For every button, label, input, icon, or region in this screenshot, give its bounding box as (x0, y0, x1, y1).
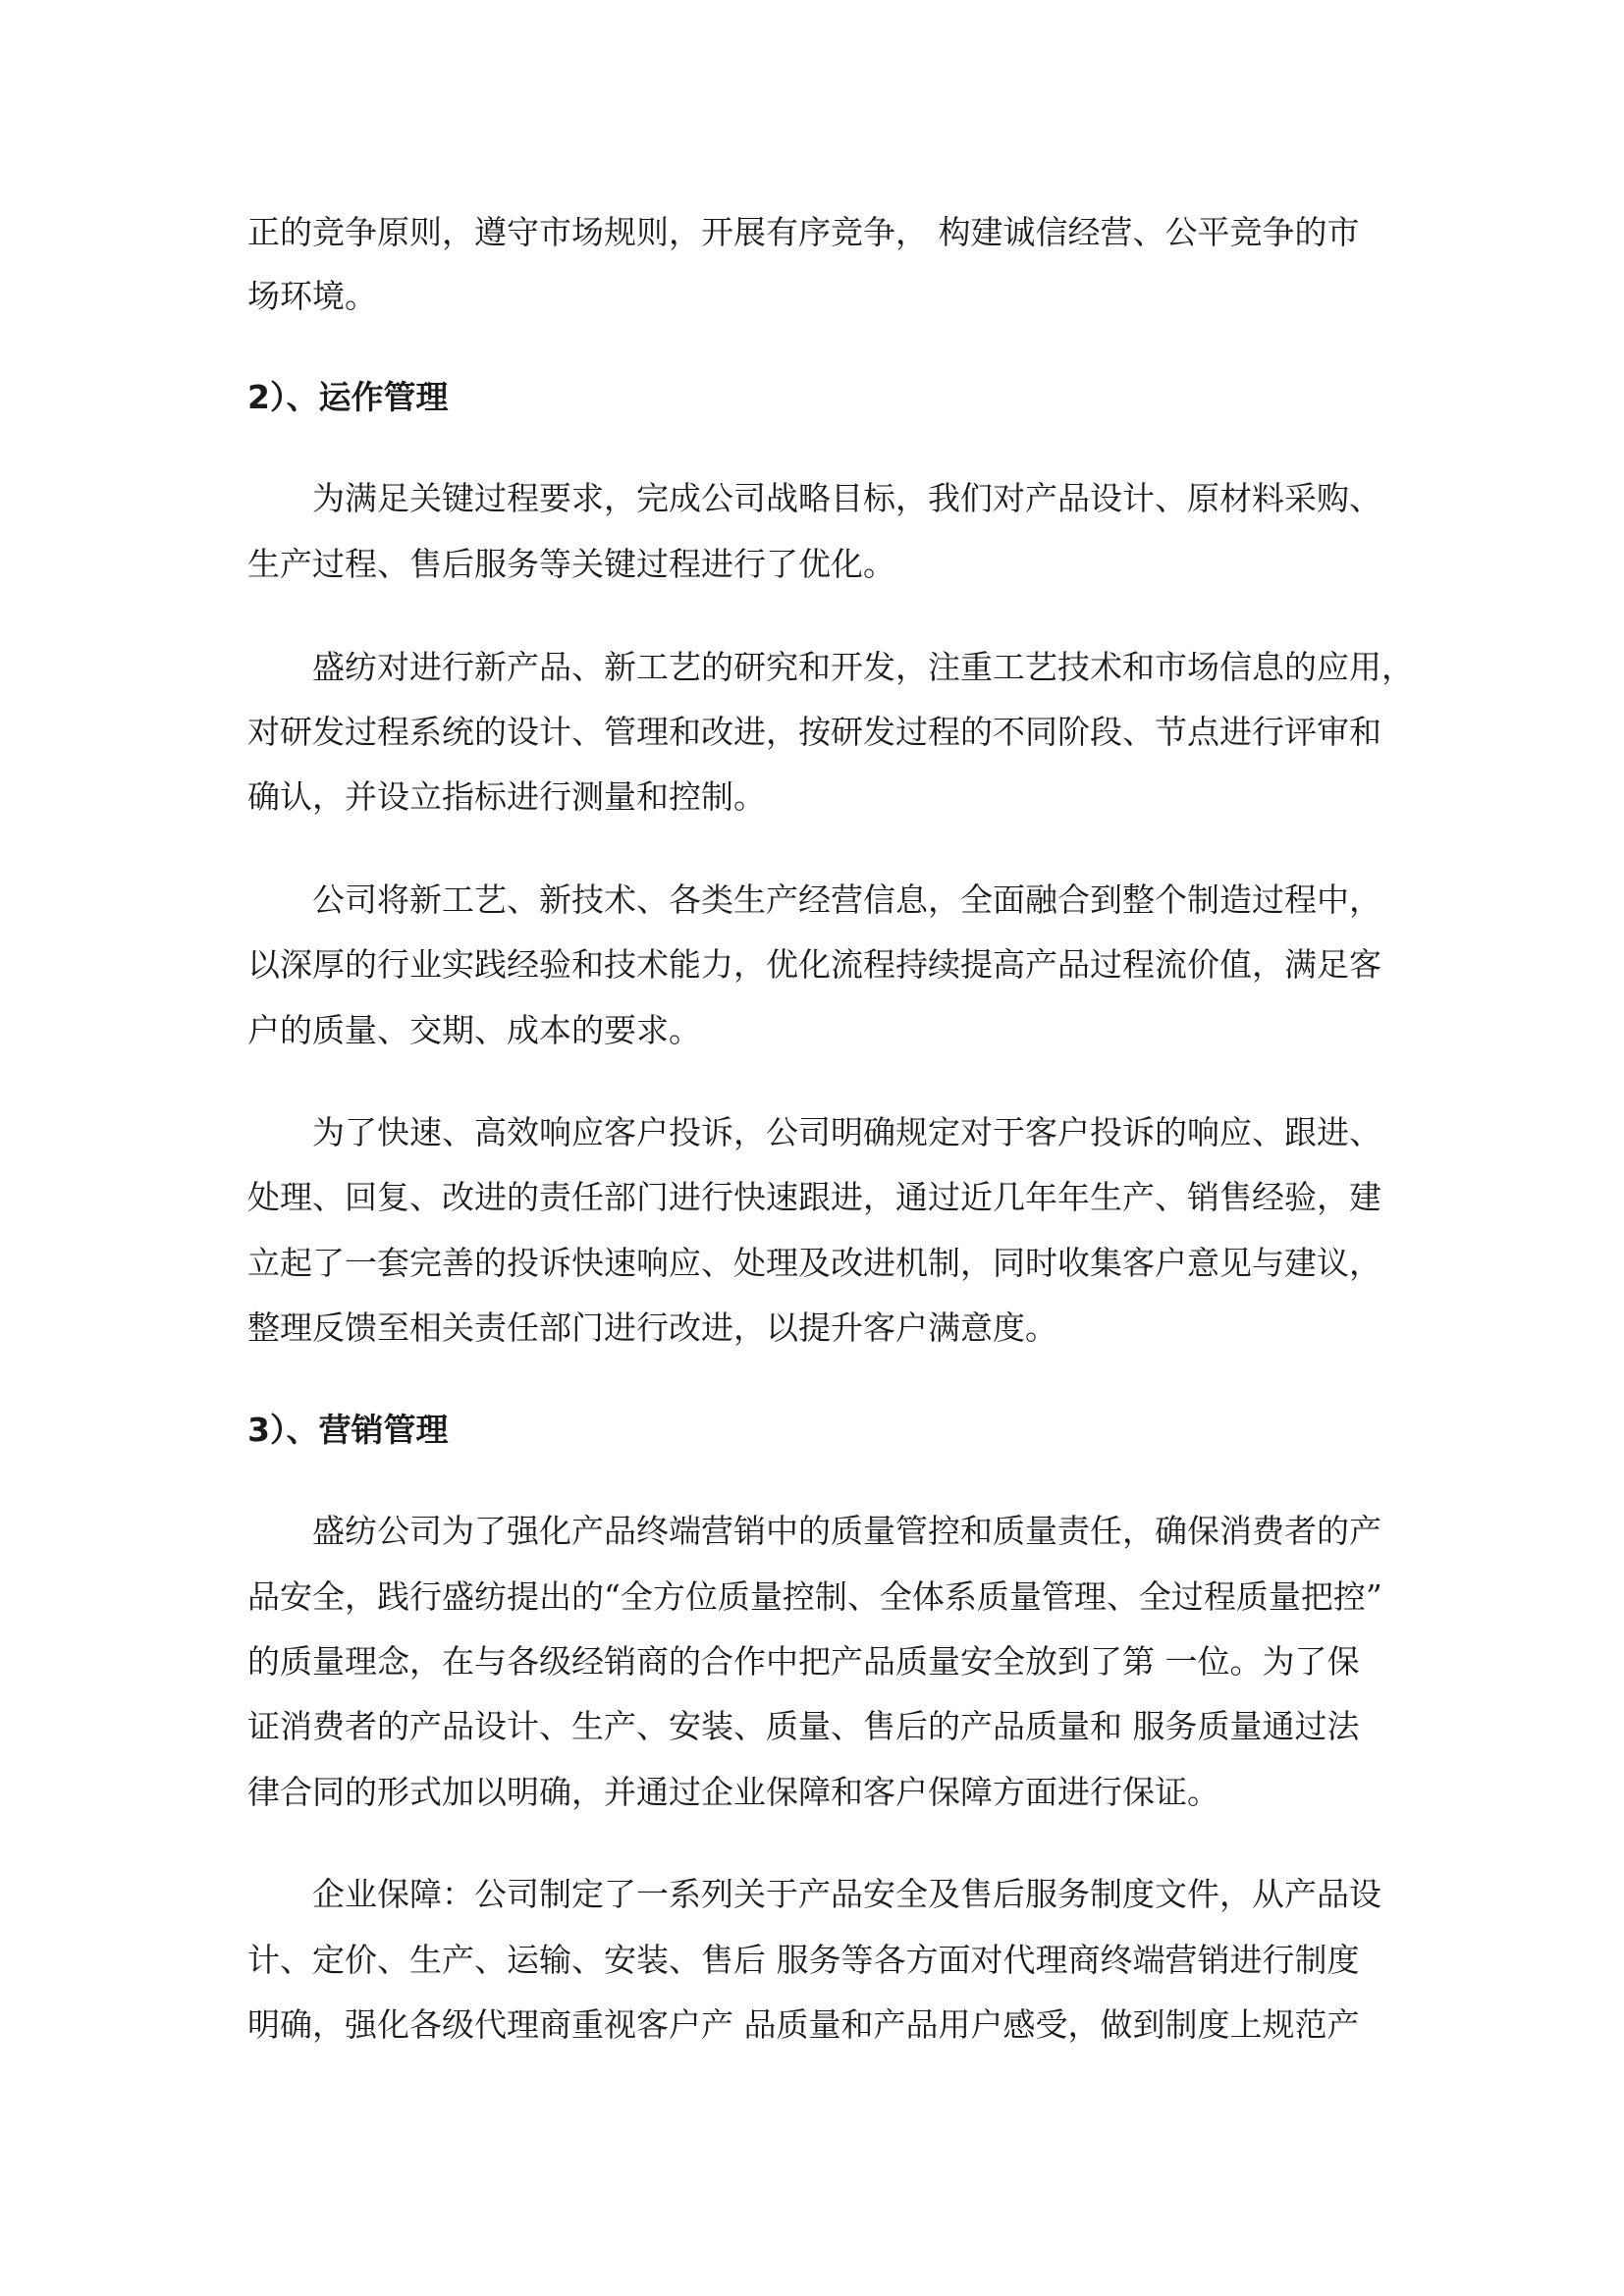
paragraph-line: 计、定价、生产、运输、安装、售后 服务等各方面对代理商终端营销进行制度 (247, 1941, 1360, 1979)
paragraph-line: 户的质量、交期、成本的要求。 (247, 1011, 701, 1049)
paragraph-line: 立起了一套完善的投诉快速响应、处理及改进机制，同时收集客户意见与建议， (247, 1244, 1381, 1282)
paragraph-line: 为了快速、高效响应客户投诉，公司明确规定对于客户投诉的响应、跟进、 (247, 1113, 1381, 1151)
paragraph-line: 证消费者的产品设计、生产、安装、质量、售后的产品质量和 服务质量通过法 (247, 1707, 1360, 1745)
section-heading-operations: 2）、运作管理 (247, 378, 449, 416)
paragraph-line: 确认，并设立指标进行测量和控制。 (247, 777, 766, 816)
paragraph-line: 律合同的形式加以明确，并通过企业保障和客户保障方面进行保证。 (247, 1773, 1219, 1811)
paragraph-line: 场环境。 (247, 277, 377, 315)
paragraph-line: 企业保障：公司制定了一系列关于产品安全及售后服务制度文件，从产品设 (247, 1875, 1381, 1913)
paragraph-line: 为满足关键过程要求，完成公司战略目标，我们对产品设计、原材料采购、 (247, 479, 1381, 517)
paragraph-line: 以深厚的行业实践经验和技术能力，优化流程持续提高产品过程流价值，满足客 (247, 945, 1381, 984)
paragraph-line: 明确，强化各级代理商重视客户产 品质量和产品用户感受，做到制度上规范产 (247, 2005, 1360, 2044)
paragraph-line: 品安全，践行盛纺提出的“全方位质量控制、全体系质量管理、全过程质量把控” (247, 1577, 1382, 1616)
paragraph-line: 的质量理念，在与各级经销商的合作中把产品质量安全放到了第 一位。为了保 (247, 1642, 1360, 1681)
section-heading-marketing: 3）、营销管理 (247, 1411, 449, 1449)
paragraph-line: 正的竞争原则，遵守市场规则，开展有序竞争， 构建诚信经营、公平竞争的市 (247, 213, 1360, 251)
paragraph-line: 盛纺对进行新产品、新工艺的研究和开发，注重工艺技术和市场信息的应用， (247, 648, 1414, 686)
paragraph-line: 对研发过程系统的设计、管理和改进，按研发过程的不同阶段、节点进行评审和 (247, 713, 1381, 751)
paragraph-line: 处理、回复、改进的责任部门进行快速跟进，通过近几年年生产、销售经验，建 (247, 1178, 1381, 1216)
paragraph-line: 公司将新工艺、新技术、各类生产经营信息，全面融合到整个制造过程中， (247, 881, 1381, 919)
paragraph-line: 生产过程、售后服务等关键过程进行了优化。 (247, 545, 895, 583)
paragraph-line: 盛纺公司为了强化产品终端营销中的质量管控和质量责任，确保消费者的产 (247, 1512, 1381, 1550)
paragraph-line: 整理反馈至相关责任部门进行改进，以提升客户满意度。 (247, 1308, 1057, 1347)
